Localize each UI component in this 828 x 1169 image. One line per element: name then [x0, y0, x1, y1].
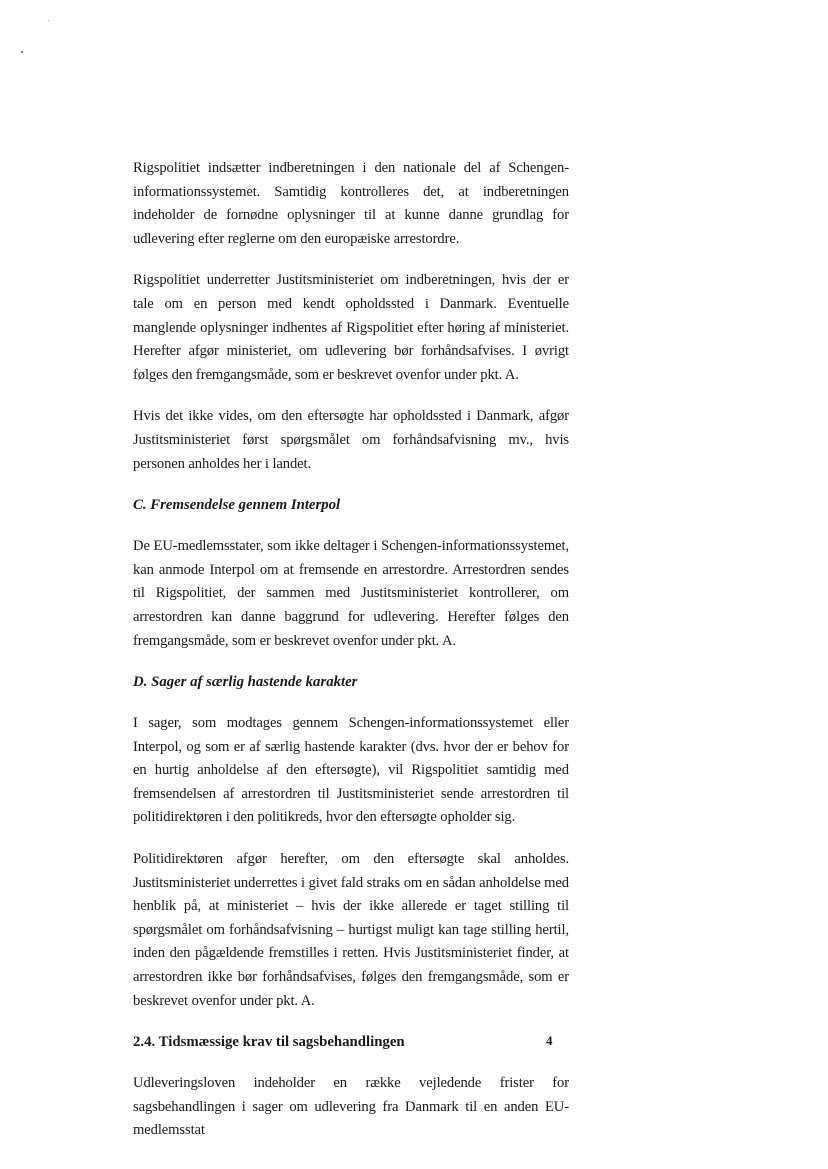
paragraph-hastende: I sager, som modtages gennem Schengen-informationssystemet eller Interpol, og som er af særlig hastende karakter (dvs. hvor der er behov for en hurtig anholdelse af den eftersøgte), vil Rigspolitiet samtidig med fremsendelsen af arrestordren til Justitsministeriet sende arrestordren til politidirektøren i den politikreds, hvor den eftersøgte opholder sig. [133, 715, 569, 826]
paragraph-opholdssted: Hvis det ikke vides, om den eftersøgte har opholdssted i Danmark, afgør Justitsministeriet først spørgsmålet om forhåndsafvisning mv., hvis personen anholdes her i landet. [133, 408, 569, 472]
paragraph-indberetning: Rigspolitiet indsætter indberetningen i den nationale del af Schengen-informationssystemet. Samtidig kontrolleres det, at indberetningen indeholder de fornødne oplysninger til at kunne danne grundlag for udlevering efter reglerne om den europæiske arrestordre. [133, 160, 569, 247]
section-heading-2-4: 2.4. Tidsmæssige krav til sagsbehandlingen [133, 1034, 405, 1051]
scan-speck [21, 51, 23, 53]
section-heading-c: C. Fremsendelse gennem Interpol [133, 497, 341, 514]
paragraph-frister: Udleveringsloven indeholder en række vejledende frister for sagsbehandlingen i sager om udlevering fra Danmark til en anden EU-medlemsstat [133, 1075, 569, 1139]
paragraph-politidirektoeren: Politidirektøren afgør herefter, om den eftersøgte skal anholdes. Justitsministeriet underrettes i givet fald straks om en sådan anholdelse med henblik på, at ministeriet – hvis der ikke allerede er taget stilling til spørgsmålet om forhåndsafvisning – hurtigst muligt kan tage stilling hertil, inden den pågældende fremstilles i retten. Hvis Justitsministeriet finder, at arrestordren ikke bør forhåndsafvises, følges den fremgangsmåde, som er beskrevet ovenfor under pkt. A. [133, 851, 569, 1009]
paragraph-underretning: Rigspolitiet underretter Justitsministeriet om indberetningen, hvis der er tale om en person med kendt opholdssted i Danmark. Eventuelle manglende oplysninger indhentes af Rigspolitiet efter høring af ministeriet. Herefter afgør ministeriet, om udlevering bør forhåndsafvises. I øvrigt følges den fremgangsmåde, som er beskrevet ovenfor under pkt. A. [133, 272, 569, 383]
page-number: 4 [546, 1033, 553, 1048]
scan-speck [48, 20, 49, 21]
document-body [133, 157, 569, 1161]
paragraph-interpol: De EU-medlemsstater, som ikke deltager i Schengen-informationssystemet, kan anmode Interpol om at fremsende en arrestordre. Arrestordren sendes til Rigspolitiet, der sammen med Justitsministeriet kontrollerer, om arrestordren kan danne baggrund for udlevering. Herefter følges den fremgangsmåde, som er beskrevet ovenfor under pkt. A. [133, 538, 569, 649]
section-heading-d: D. Sager af særlig hastende karakter [133, 674, 358, 691]
